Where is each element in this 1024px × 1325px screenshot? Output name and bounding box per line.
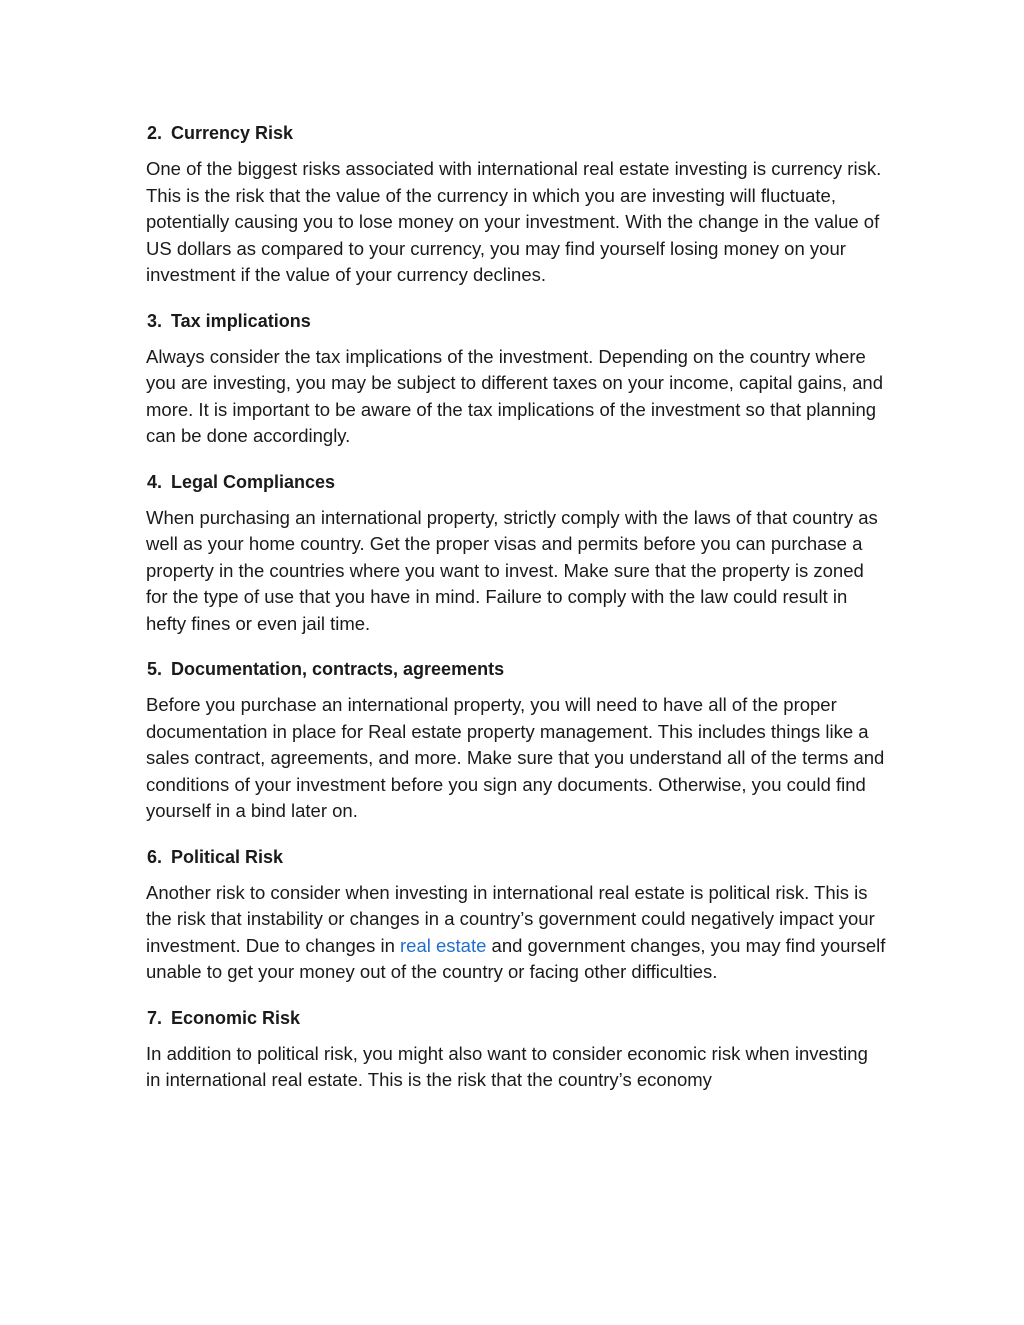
section-body: [146, 880, 886, 986]
real-estate-link[interactable]: real estate: [400, 934, 487, 956]
section-title: Legal Compliances: [171, 471, 336, 492]
section-number: 7.: [147, 1007, 163, 1028]
section-heading: [147, 469, 886, 495]
section-body: In addition to political risk, you might also want to consider economic risk when investing in international real estate. This is the risk that the country’s economy: [146, 1042, 868, 1090]
section-currency-risk: [146, 120, 886, 289]
section-body: When purchasing an international property, strictly comply with the laws of that country as well as your home country. Get the proper visas and permits before you can purchase a property in the countries where you want to invest. Make sure that the property is zoned for the type of use that you have in mind. Failure to comply with the law could result in hefty fines or even jail time.: [146, 506, 878, 634]
section-body: Always consider the tax implications of the investment. Depending on the country where you are investing, you may be subject to different taxes on your income, capital gains, and more. It is important to be aware of the tax implications of the investment so that planning can be done accordingly.: [146, 345, 884, 446]
section-heading: [147, 308, 886, 334]
section-number: 6.: [147, 846, 163, 867]
section-title: Tax implications: [171, 310, 311, 331]
body-text-after-link: and government changes, you may find yourself unable to get your money out of the country or facing other difficulties.: [146, 934, 886, 982]
section-number: 5.: [147, 659, 163, 679]
body-text-before-link: Another risk to consider when investing in international real estate is political risk. This is the risk that instability or changes in a country’s government could negatively impact your investment. Due to changes in: [146, 881, 875, 956]
section-heading: [147, 844, 886, 870]
section-number: 4.: [147, 471, 163, 492]
section-title: Economic Risk: [171, 1007, 301, 1028]
section-body: Before you purchase an international property, you will need to have all of the proper documentation in place for Real estate property management. This includes things like a sales contract, agreements, and more. Make sure that you understand all of the terms and conditions of your investment before you sign any documents. Otherwise, you could find yourself in a bind later on.: [146, 694, 885, 821]
section-documentation: [146, 656, 886, 825]
document-page: [146, 120, 886, 1113]
section-title: Political Risk: [171, 846, 284, 867]
section-title: Currency Risk: [171, 123, 294, 143]
section-legal-compliances: [146, 469, 886, 638]
section-economic-risk: [146, 1005, 886, 1094]
section-heading: [147, 1005, 886, 1031]
section-title: Documentation, contracts, agreements: [171, 659, 505, 679]
section-tax-implications: [146, 308, 886, 450]
section-body: One of the biggest risks associated with international real estate investing is currency risk. This is the risk that the value of the currency in which you are investing will fluctuate, potentially causing you to lose money on your investment. With the change in the value of US dollars as compared to your currency, you may find yourself losing money on your investment if the value of your currency declines.: [146, 158, 882, 285]
section-heading: [147, 120, 886, 146]
section-heading: [147, 656, 886, 682]
section-political-risk: [146, 844, 886, 986]
section-number: 3.: [147, 310, 163, 331]
section-number: 2.: [147, 123, 163, 143]
